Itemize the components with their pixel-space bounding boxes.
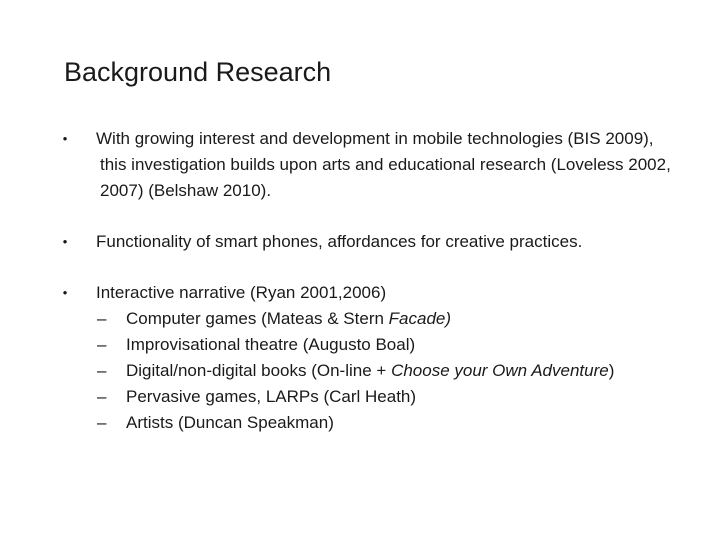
sub-bullet-list (96, 306, 678, 436)
bullet-text: Interactive narrative (Ryan 2001,2006) (96, 283, 387, 302)
bullet-icon: • (62, 131, 68, 146)
sub-bullet-item (96, 332, 678, 358)
sub-bullet-text: Artists (Duncan Speakman) (126, 413, 334, 432)
sub-bullet-text-after: ) (608, 361, 615, 380)
sub-bullet-italic-text: Facade) (388, 309, 452, 328)
sub-bullet-item (96, 384, 678, 410)
bullet-item-3 (58, 280, 678, 436)
bullet-icon: • (62, 234, 68, 249)
sub-bullet-text: Digital/non-digital books (On-line + (126, 361, 392, 380)
dash-icon: – (97, 413, 107, 432)
bullet-icon: • (62, 285, 68, 300)
sub-bullet-text: Computer games (Mateas & Stern (126, 309, 389, 328)
bullet-text: With growing interest and development in mobile technologies (BIS 2009), this investigation builds upon arts and educational research (Loveless 2002, 2007) (Belshaw 2010). (96, 129, 671, 200)
sub-bullet-italic-text: Choose your Own Adventure (391, 361, 609, 380)
sub-bullet-item (96, 410, 678, 436)
sub-bullet-item (96, 306, 678, 332)
sub-bullet-text: Pervasive games, LARPs (Carl Heath) (126, 387, 417, 406)
bullet-item-1 (58, 126, 678, 204)
sub-bullet-item (96, 358, 678, 384)
slide-title: Background Research (64, 57, 332, 87)
dash-icon: – (97, 335, 107, 354)
sub-bullet-text: Improvisational theatre (Augusto Boal) (126, 335, 416, 354)
slide-content (58, 126, 678, 436)
dash-icon: – (97, 361, 107, 380)
dash-icon: – (97, 387, 107, 406)
dash-icon: – (97, 309, 107, 328)
bullet-text: Functionality of smart phones, affordances for creative practices. (96, 232, 583, 251)
bullet-item-2 (58, 229, 678, 255)
